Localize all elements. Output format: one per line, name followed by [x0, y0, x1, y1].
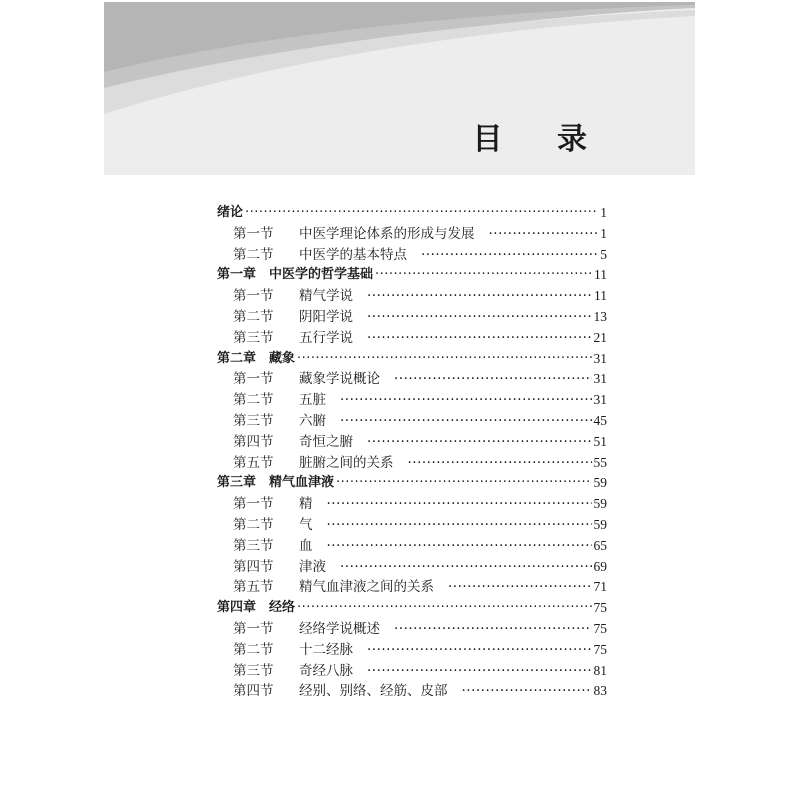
toc-page-number: 45	[593, 412, 607, 428]
toc-dot-leader	[367, 640, 592, 661]
toc-dot-leader	[462, 681, 592, 702]
toc-entry-title: 精气血津液之间的关系	[299, 579, 434, 596]
toc-page-number: 11	[594, 267, 607, 283]
toc-chapter-entry[interactable]	[217, 473, 607, 494]
toc-section-entry[interactable]	[217, 494, 607, 515]
toc-section-entry[interactable]	[217, 369, 607, 390]
toc-entry-title: 脏腑之间的关系	[299, 454, 394, 471]
toc-entry-title: 十二经脉	[299, 641, 353, 658]
toc-dot-leader	[340, 557, 592, 578]
toc-chapter-entry[interactable]	[217, 265, 607, 286]
toc-dot-leader	[394, 619, 592, 640]
toc-section-number: 第二节	[233, 516, 274, 533]
toc-section-entry[interactable]	[217, 224, 607, 245]
toc-dot-leader	[340, 390, 592, 411]
toc-page-number: 75	[593, 620, 607, 636]
toc-section-number: 第四节	[233, 683, 274, 700]
toc-entry-title: 精	[299, 496, 313, 513]
toc-section-number: 第三节	[233, 662, 274, 679]
toc-section-entry[interactable]	[217, 390, 607, 411]
toc-page-number: 71	[593, 579, 607, 595]
toc-dot-leader	[367, 328, 592, 349]
toc-page-number: 83	[593, 683, 607, 699]
toc-page-number: 55	[593, 454, 607, 470]
toc-chapter-entry[interactable]	[217, 349, 607, 370]
toc-section-number: 第四节	[233, 558, 274, 575]
toc-section-number: 第三节	[233, 329, 274, 346]
toc-section-entry[interactable]	[217, 411, 607, 432]
toc-page-number: 59	[593, 516, 607, 532]
toc-page-number: 75	[593, 600, 607, 616]
toc-entry-title: 第二章 藏象	[217, 350, 296, 366]
toc-section-entry[interactable]	[217, 432, 607, 453]
toc-entry-title: 六腑	[299, 412, 326, 429]
toc-entry-title: 藏象学说概论	[299, 371, 380, 388]
toc-entry-title: 气	[299, 516, 313, 533]
toc-dot-leader	[367, 661, 592, 682]
toc-section-number: 第一节	[233, 620, 274, 637]
toc-dot-leader	[327, 536, 592, 557]
toc-entry-title: 五行学说	[299, 329, 353, 346]
toc-page-number: 69	[593, 558, 607, 574]
toc-entry-title: 精气学说	[299, 288, 353, 305]
page-title: 目 录	[472, 122, 609, 157]
toc-section-entry[interactable]	[217, 536, 607, 557]
toc-dot-leader	[245, 203, 598, 224]
toc-section-entry[interactable]	[217, 307, 607, 328]
toc-page-number: 21	[593, 329, 607, 345]
toc-dot-leader	[489, 224, 599, 245]
toc-dot-leader	[408, 453, 592, 474]
toc-page-number: 59	[593, 496, 607, 512]
toc-section-number: 第五节	[233, 579, 274, 596]
toc-page-number: 31	[593, 350, 607, 366]
toc-entry-title: 五脏	[299, 392, 326, 409]
header-banner	[104, 2, 695, 175]
toc-chapter-entry[interactable]	[217, 598, 607, 619]
toc-page-number: 1	[600, 205, 607, 220]
toc-page-number: 81	[593, 662, 607, 678]
toc-section-entry[interactable]	[217, 577, 607, 598]
toc-page-number: 13	[593, 308, 607, 324]
toc-page-number: 59	[593, 475, 607, 491]
toc-entry-title: 第四章 经络	[217, 600, 296, 616]
toc-section-entry[interactable]	[217, 557, 607, 578]
table-of-contents	[217, 203, 607, 702]
toc-entry-title: 津液	[299, 558, 326, 575]
toc-page-number: 75	[593, 641, 607, 657]
toc-entry-title: 第三章 精气血津液	[217, 475, 335, 491]
toc-page-number: 31	[593, 392, 607, 408]
toc-dot-leader	[448, 577, 592, 598]
toc-entry-title: 奇经八脉	[299, 662, 353, 679]
toc-dot-leader	[375, 265, 592, 286]
toc-page-number: 5	[600, 246, 607, 262]
toc-section-number: 第二节	[233, 246, 274, 263]
toc-section-number: 第一节	[233, 496, 274, 513]
toc-entry-title: 奇恒之腑	[299, 433, 353, 450]
toc-section-number: 第三节	[233, 537, 274, 554]
toc-dot-leader	[327, 515, 592, 536]
toc-section-entry[interactable]	[217, 328, 607, 349]
toc-dot-leader	[327, 494, 592, 515]
toc-section-entry[interactable]	[217, 515, 607, 536]
toc-page-number: 65	[593, 537, 607, 553]
toc-section-entry[interactable]	[217, 681, 607, 702]
toc-section-entry[interactable]	[217, 453, 607, 474]
toc-section-number: 第四节	[233, 433, 274, 450]
toc-entry-title: 中医学理论体系的形成与发展	[299, 225, 475, 242]
toc-section-number: 第三节	[233, 412, 274, 429]
toc-entry-title: 血	[299, 537, 313, 554]
toc-entry-title: 经络学说概述	[299, 620, 380, 637]
toc-section-entry[interactable]	[217, 640, 607, 661]
toc-entry-title: 第一章 中医学的哲学基础	[217, 267, 374, 283]
toc-section-number: 第五节	[233, 454, 274, 471]
toc-dot-leader	[367, 286, 592, 307]
toc-section-number: 第二节	[233, 392, 274, 409]
toc-section-entry[interactable]	[217, 245, 607, 266]
toc-page-number: 31	[593, 371, 607, 387]
toc-dot-leader	[340, 411, 592, 432]
toc-page-number: 1	[600, 225, 607, 241]
toc-section-entry[interactable]	[217, 619, 607, 640]
toc-page-number: 11	[594, 288, 607, 304]
toc-section-entry[interactable]	[217, 286, 607, 307]
toc-chapter-entry[interactable]	[217, 203, 607, 224]
toc-dot-leader	[297, 349, 591, 370]
toc-dot-leader	[394, 369, 592, 390]
toc-page-number: 51	[593, 433, 607, 449]
toc-section-number: 第一节	[233, 225, 274, 242]
toc-section-number: 第一节	[233, 371, 274, 388]
toc-dot-leader	[336, 473, 591, 494]
toc-dot-leader	[421, 245, 598, 266]
toc-entry-title: 经别、别络、经筋、皮部	[299, 683, 448, 700]
toc-dot-leader	[367, 307, 592, 328]
toc-section-number: 第二节	[233, 308, 274, 325]
toc-entry-title: 阴阳学说	[299, 308, 353, 325]
toc-entry-title: 绪论	[217, 205, 244, 220]
toc-dot-leader	[297, 598, 591, 619]
toc-section-entry[interactable]	[217, 661, 607, 682]
toc-section-number: 第一节	[233, 288, 274, 305]
toc-entry-title: 中医学的基本特点	[299, 246, 407, 263]
toc-section-number: 第二节	[233, 641, 274, 658]
toc-dot-leader	[367, 432, 592, 453]
